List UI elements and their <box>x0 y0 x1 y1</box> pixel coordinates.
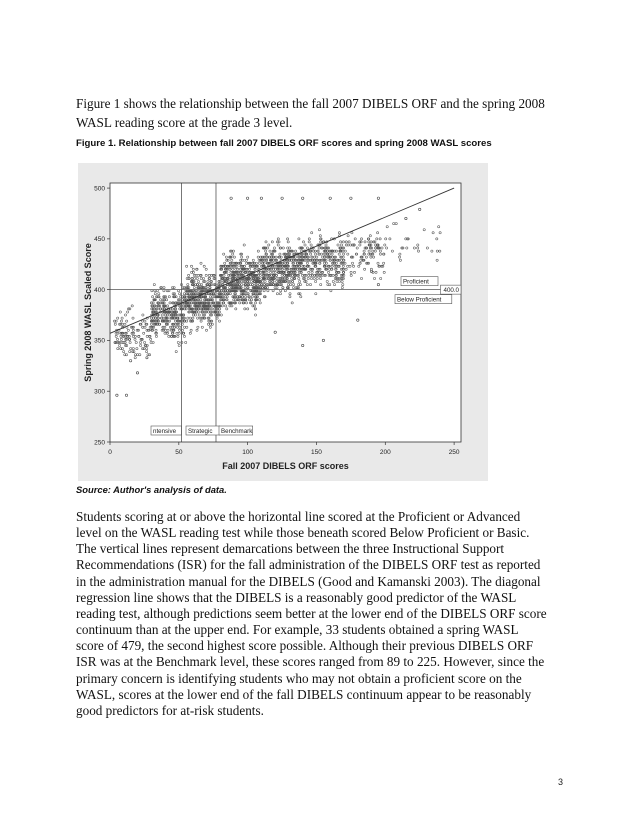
body-line: good predictors for at-risk students. <box>76 702 264 718</box>
figure-title: Figure 1. Relationship between fall 2007 DIBELS ORF scores and spring 2008 WASL scores <box>76 138 492 149</box>
body-line: The vertical lines represent demarcations between the three Instructional Support <box>76 541 505 557</box>
y-tick-label: 450 <box>94 236 105 244</box>
body-line: ISR was at the Benchmark level, these scores ranged from 89 to 225. However, since the <box>76 654 545 670</box>
y-tick-label: 350 <box>94 337 105 345</box>
y-axis-title: Spring 2008 WASL Scaled Score <box>83 243 93 382</box>
figure-source: Source: Author's analysis of data. <box>76 484 227 495</box>
body-line: reading test, although predictions seem better at the lower end of the DIBELS ORF score <box>76 605 547 621</box>
x-axis-title: Fall 2007 DIBELS ORF scores <box>222 461 349 471</box>
x-tick-label: 0 <box>108 449 112 456</box>
plot-background <box>110 183 461 442</box>
x-tick-label: 150 <box>311 449 322 456</box>
region-label-strategic: Strategic <box>188 428 213 435</box>
y-tick-label: 500 <box>94 185 105 193</box>
body-line: in the administration manual for the DIBELS (Good and Kamanski 2003). The diagonal <box>76 573 541 589</box>
body-line: score of 479, the second highest score possible. Although their previous DIBELS ORF <box>76 638 534 654</box>
region-label-intensive: ntensive <box>153 428 177 435</box>
body-line: Students scoring at or above the horizontal line scored at the Proficient or Advanced <box>76 509 521 524</box>
body-paragraph <box>76 509 576 719</box>
x-tick-label: 50 <box>175 449 183 456</box>
intro-paragraph: Figure 1 shows the relationship between the fall 2007 DIBELS ORF and the spring 2008 WASL reading score at the grade 3 level. <box>76 96 545 130</box>
page-number: 3 <box>558 777 564 787</box>
body-line: continuum than at the upper end. For example, 33 students obtained a spring WASL <box>76 622 519 638</box>
x-tick-label: 250 <box>448 449 460 456</box>
body-line: regression line shows that the DIBELS is a reasonably good predictor of the WASL <box>76 589 517 605</box>
x-tick-label: 100 <box>242 449 254 456</box>
y-tick-label: 250 <box>94 439 105 447</box>
y-tick-label: 400 <box>94 286 105 294</box>
body-line: level on the WASL reading test while those beneath scored Below Proficient or Basic. <box>76 525 530 541</box>
body-line: Recommendations (ISR) for the fall administration of the DIBELS ORF test as reported <box>76 557 541 573</box>
band-label-proficient: Proficient <box>403 278 429 286</box>
band-label-below-proficient: Below Proficient <box>397 296 442 304</box>
reference-value-label: 400.0 <box>443 287 459 295</box>
scatter-points <box>110 183 461 442</box>
region-label-benchmark: Benchmark <box>221 428 253 435</box>
body-line: WASL, scores at the lower end of the fall DIBELS continuum appear to be reasonably <box>76 686 532 702</box>
x-tick-label: 200 <box>379 449 391 456</box>
scatter-figure <box>78 163 488 481</box>
y-tick-label: 300 <box>94 388 105 396</box>
body-line: primary concern is identifying students who may not obtain a proficient score on the <box>76 670 522 686</box>
scatter-chart <box>78 163 488 481</box>
